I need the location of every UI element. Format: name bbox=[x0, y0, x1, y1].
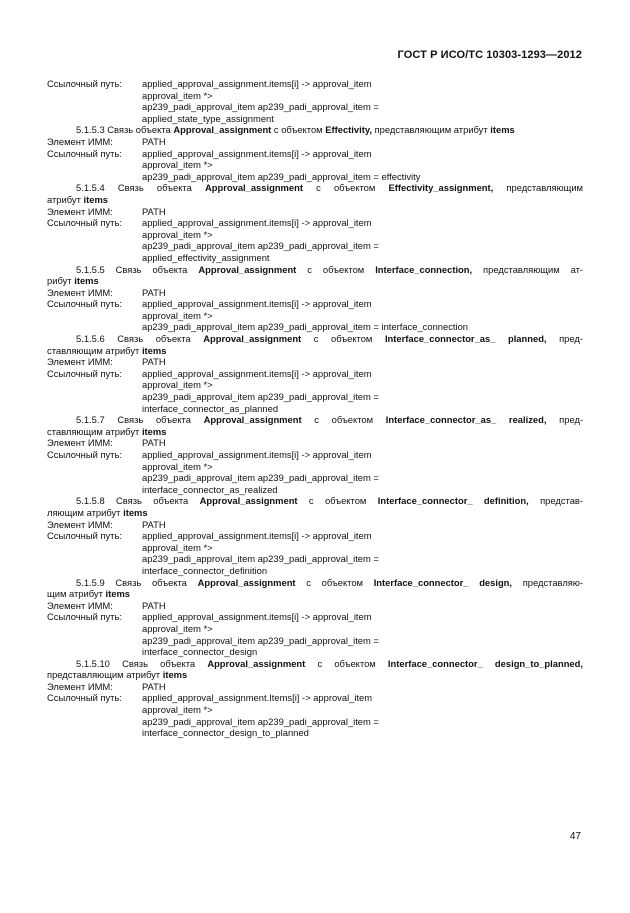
element-value: PATH bbox=[142, 286, 166, 298]
path-line bbox=[47, 611, 583, 623]
path-value: interface_connector_design_to_planned bbox=[142, 727, 309, 739]
section-heading-cont bbox=[47, 426, 583, 438]
target-entity: Interface_connector_ design_to_planned, bbox=[387, 657, 583, 669]
path-line bbox=[47, 530, 583, 542]
path-value: approval_item *> bbox=[142, 379, 213, 391]
section-heading-cont bbox=[47, 669, 583, 681]
path-value: applied_approval_assignment.items[i] -> approval_item bbox=[142, 217, 372, 229]
path-value: applied_effectivity_assignment bbox=[142, 251, 270, 263]
section-heading bbox=[47, 333, 583, 345]
path-line bbox=[47, 646, 583, 658]
path-line bbox=[47, 90, 583, 102]
element-value: PATH bbox=[142, 437, 166, 449]
path-line bbox=[47, 101, 583, 113]
section-heading-cont bbox=[47, 507, 583, 519]
path-line bbox=[47, 449, 583, 461]
attribute-name: items bbox=[123, 506, 148, 518]
path-value: ap239_padi_approval_item ap239_padi_approval_item = effectivity bbox=[142, 170, 421, 182]
attribute-name: items bbox=[83, 193, 109, 205]
section-heading bbox=[47, 414, 583, 426]
heading-text: представ- bbox=[540, 495, 584, 507]
path-line bbox=[47, 78, 583, 90]
entity-name: Approval_assignment bbox=[207, 657, 306, 669]
element-label: Элемент ИММ: bbox=[47, 437, 113, 449]
path-value: approval_item *> bbox=[142, 460, 213, 472]
heading-text: с объектом bbox=[306, 576, 363, 588]
element-value: PATH bbox=[142, 135, 166, 147]
heading-text: ставляющим атрибут bbox=[47, 344, 140, 356]
path-value: ap239_padi_approval_item ap239_padi_approval_item = bbox=[142, 240, 379, 252]
document-body bbox=[47, 78, 583, 739]
path-value: interface_connector_as_planned bbox=[142, 402, 279, 414]
entity-name: Approval_assignment bbox=[199, 495, 298, 507]
heading-text: ставляющим атрибут bbox=[47, 425, 140, 437]
element-label: Элемент ИММ: bbox=[47, 205, 113, 217]
attribute-name: items bbox=[105, 588, 131, 600]
section-number: 5.1.5.6 bbox=[76, 333, 105, 345]
path-label: Ссылочный путь: bbox=[47, 611, 122, 623]
heading-text: Связь объекта bbox=[122, 657, 196, 669]
heading-text: представляю- bbox=[522, 576, 584, 588]
path-label: Ссылочный путь: bbox=[47, 217, 122, 229]
section-heading bbox=[47, 182, 583, 194]
path-value: ap239_padi_approval_item ap239_padi_approval_item = bbox=[142, 391, 379, 403]
element-line bbox=[47, 287, 583, 299]
path-line bbox=[47, 379, 583, 391]
path-line bbox=[47, 310, 583, 322]
heading-text: пред- bbox=[559, 414, 584, 426]
path-line bbox=[47, 635, 583, 647]
heading-text: Связь объекта bbox=[116, 495, 189, 507]
target-entity: Effectivity_assignment, bbox=[388, 182, 494, 194]
element-label: Элемент ИММ: bbox=[47, 286, 113, 298]
path-value: ap239_padi_approval_item ap239_padi_approval_item = bbox=[142, 472, 379, 484]
section-heading-cont bbox=[47, 194, 583, 206]
element-value: PATH bbox=[142, 518, 166, 530]
attribute-name: items bbox=[490, 124, 515, 136]
path-value: ap239_padi_approval_item ap239_padi_approval_item = bbox=[142, 715, 379, 727]
heading-text: рибут bbox=[47, 275, 72, 287]
section-heading bbox=[47, 264, 583, 276]
target-entity: Interface_connector_ definition, bbox=[377, 495, 529, 507]
path-label: Ссылочный путь: bbox=[47, 367, 122, 379]
heading-text: с объектом bbox=[273, 124, 323, 136]
path-line bbox=[47, 368, 583, 380]
entity-name: Approval_assignment bbox=[203, 414, 302, 426]
path-value: applied_approval_assignment.items[i] -> approval_item bbox=[142, 367, 372, 379]
heading-text: с объектом bbox=[314, 414, 374, 426]
element-label: Элемент ИММ: bbox=[47, 356, 113, 368]
element-label: Элемент ИММ: bbox=[47, 599, 113, 611]
path-line bbox=[47, 298, 583, 310]
section-number: 5.1.5.3 bbox=[76, 124, 105, 136]
element-line bbox=[47, 519, 583, 531]
heading-text: представляющим bbox=[506, 182, 584, 194]
heading-text: Связь объекта bbox=[115, 263, 188, 275]
element-line bbox=[47, 206, 583, 218]
path-value: applied_approval_assignment.items[i] -> approval_item bbox=[142, 298, 372, 310]
path-value: interface_connector_definition bbox=[142, 564, 268, 576]
path-label: Ссылочный путь: bbox=[47, 530, 122, 542]
path-label: Ссылочный путь: bbox=[47, 449, 122, 460]
path-value: approval_item *> bbox=[142, 309, 213, 321]
path-value: applied_approval_assignment.items[i] -> approval_item bbox=[142, 611, 372, 623]
heading-text: Связь объекта bbox=[117, 333, 191, 345]
section-heading bbox=[47, 658, 583, 670]
path-line bbox=[47, 623, 583, 635]
heading-text: представляющим атрибут bbox=[47, 669, 161, 681]
heading-text: с объектом bbox=[317, 657, 376, 669]
path-value: approval_item *> bbox=[142, 622, 213, 634]
path-value: applied_approval_assignment.items[i] -> approval_item bbox=[142, 449, 372, 460]
attribute-name: items bbox=[141, 425, 167, 437]
section-number: 5.1.5.9 bbox=[76, 576, 105, 588]
path-value: ap239_padi_approval_item ap239_padi_approval_item = bbox=[142, 553, 379, 565]
path-line bbox=[47, 159, 583, 171]
element-value: PATH bbox=[142, 205, 166, 217]
section-number: 5.1.5.5 bbox=[76, 263, 105, 275]
path-line bbox=[47, 321, 583, 333]
path-value: interface_connector_as_realized bbox=[142, 483, 278, 495]
heading-text: Связь объекта bbox=[115, 576, 187, 588]
standard-header: ГОСТ Р ИСО/ТС 10303-1293—2012 bbox=[397, 49, 582, 61]
attribute-name: items bbox=[162, 669, 188, 681]
path-value: applied_approval_assignment.items[i] -> approval_item bbox=[142, 78, 372, 89]
attribute-name: items bbox=[141, 344, 167, 356]
heading-text: с объектом bbox=[308, 495, 367, 507]
path-line bbox=[47, 403, 583, 415]
element-line bbox=[47, 437, 583, 449]
section-number: 5.1.5.10 bbox=[76, 657, 110, 669]
element-label: Элемент ИММ: bbox=[47, 518, 113, 530]
path-value: applied_approval_assignment.items[i] -> approval_item bbox=[142, 147, 372, 159]
element-line bbox=[47, 681, 583, 693]
path-line bbox=[47, 542, 583, 554]
target-entity: Interface_connector_as_ planned, bbox=[384, 333, 547, 345]
path-label: Ссылочный путь: bbox=[47, 147, 122, 159]
entity-name: Approval_assignment bbox=[198, 263, 297, 275]
path-line bbox=[47, 240, 583, 252]
path-value: interface_connector_design bbox=[142, 646, 258, 658]
path-line bbox=[47, 461, 583, 473]
page-number: 47 bbox=[569, 831, 581, 842]
path-value: ap239_padi_approval_item ap239_padi_approval_item = bbox=[142, 634, 379, 646]
entity-name: Approval_assignment bbox=[205, 182, 303, 194]
target-entity: Interface_connector_as_ realized, bbox=[385, 414, 547, 426]
heading-text: с объектом bbox=[316, 182, 376, 194]
heading-text: с объектом bbox=[307, 263, 365, 275]
path-line bbox=[47, 716, 583, 728]
path-line bbox=[47, 484, 583, 496]
element-value: PATH bbox=[142, 599, 166, 611]
section-heading bbox=[47, 495, 583, 507]
section-heading bbox=[47, 577, 583, 589]
entity-name: Approval_assignment bbox=[197, 576, 296, 588]
path-line bbox=[47, 113, 583, 125]
heading-text: с объектом bbox=[313, 333, 373, 345]
element-line bbox=[47, 600, 583, 612]
attribute-name: items bbox=[74, 275, 99, 287]
entity-name: Approval_assignment bbox=[173, 124, 272, 136]
heading-text: щим атрибут bbox=[47, 588, 103, 600]
heading-text: Связь объекта bbox=[117, 414, 191, 426]
element-line bbox=[47, 356, 583, 368]
heading-text: ляющим атрибут bbox=[47, 506, 121, 518]
path-value: applied_approval_assignment.Items[i] -> approval_item bbox=[142, 692, 373, 704]
heading-text: представляющим атрибут bbox=[374, 124, 488, 136]
path-line bbox=[47, 229, 583, 241]
heading-text: Связь объекта bbox=[117, 182, 192, 194]
path-line bbox=[47, 391, 583, 403]
path-line bbox=[47, 704, 583, 716]
path-line bbox=[47, 171, 583, 183]
path-line bbox=[47, 727, 583, 739]
path-value: approval_item *> bbox=[142, 159, 213, 171]
entity-name: Approval_assignment bbox=[203, 333, 302, 345]
path-line bbox=[47, 472, 583, 484]
element-line bbox=[47, 136, 583, 148]
heading-text: атрибут bbox=[47, 193, 81, 205]
path-label: Ссылочный путь: bbox=[47, 692, 122, 704]
element-value: PATH bbox=[142, 680, 166, 692]
path-line bbox=[47, 217, 583, 229]
section-number: 5.1.5.8 bbox=[76, 495, 105, 507]
path-label: Ссылочный путь: bbox=[47, 78, 122, 89]
path-value: approval_item *> bbox=[142, 704, 213, 716]
section-heading-cont bbox=[47, 588, 583, 600]
path-value: approval_item *> bbox=[142, 228, 213, 240]
path-value: approval_item *> bbox=[142, 541, 213, 553]
target-entity: Effectivity, bbox=[325, 124, 372, 136]
path-value: applied_approval_assignment.items[i] -> approval_item bbox=[142, 530, 372, 542]
path-label: Ссылочный путь: bbox=[47, 298, 122, 310]
path-line bbox=[47, 565, 583, 577]
section-heading-cont bbox=[47, 275, 583, 287]
target-entity: Interface_connection, bbox=[375, 263, 473, 275]
path-line bbox=[47, 148, 583, 160]
path-value: approval_item *> bbox=[142, 89, 213, 101]
section-heading-cont bbox=[47, 345, 583, 357]
section-heading bbox=[47, 124, 583, 136]
path-line bbox=[47, 692, 583, 704]
path-value: ap239_padi_approval_item ap239_padi_approval_item = bbox=[142, 101, 379, 113]
heading-text: представляющим ат- bbox=[483, 263, 583, 275]
target-entity: Interface_connector_ design, bbox=[373, 576, 513, 588]
section-number: 5.1.5.4 bbox=[76, 182, 105, 194]
element-label: Элемент ИММ: bbox=[47, 680, 113, 692]
path-value: ap239_padi_approval_item ap239_padi_approval_item = interface_connection bbox=[142, 321, 469, 333]
element-label: Элемент ИММ: bbox=[47, 135, 113, 147]
path-value: applied_state_type_assignment bbox=[142, 112, 274, 124]
path-line bbox=[47, 553, 583, 565]
section-number: 5.1.5.7 bbox=[76, 414, 105, 426]
heading-text: пред- bbox=[559, 333, 583, 345]
path-line bbox=[47, 252, 583, 264]
element-value: PATH bbox=[142, 356, 166, 368]
heading-text: Связь объекта bbox=[107, 124, 171, 136]
